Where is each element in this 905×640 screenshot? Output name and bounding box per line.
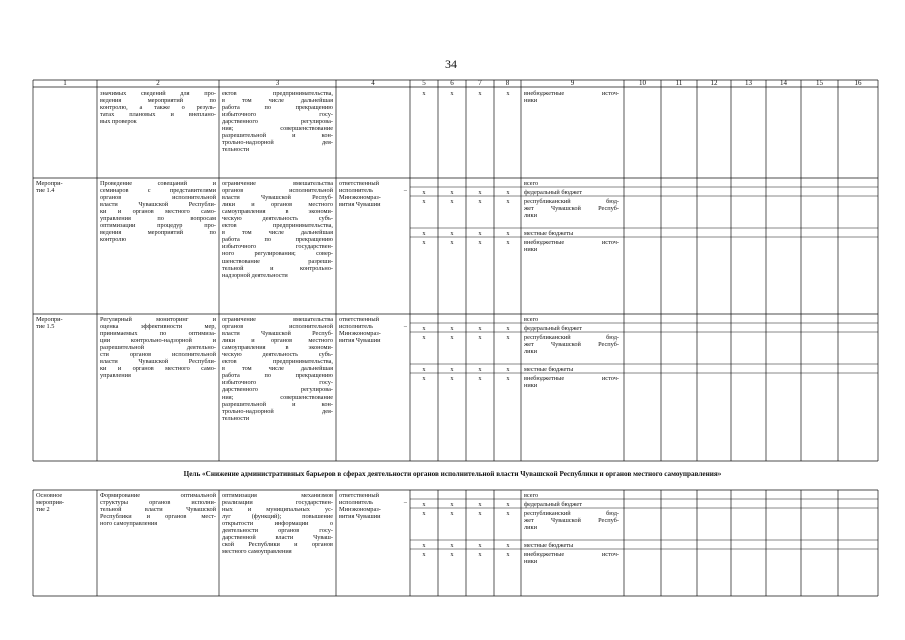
text-line: самоуправления в экономи-: [222, 208, 333, 216]
text-line: управления: [100, 372, 131, 380]
mark-x: x: [450, 198, 454, 205]
text-line: ектов предпринимательства,: [222, 90, 333, 97]
text-line: ки и органов местного само-: [100, 365, 216, 373]
text-line: лики и органов местного: [222, 337, 333, 345]
funding-local: местные бюджеты: [524, 542, 574, 549]
col-header-10: 10: [639, 79, 646, 87]
col-header-8: 8: [505, 79, 510, 87]
mark-x: x: [478, 366, 482, 373]
mark-x: x: [450, 239, 454, 246]
text-line: республиканский бюд-: [524, 198, 619, 205]
text-line: вых проверок: [100, 118, 137, 126]
col-header-7: 7: [478, 79, 482, 87]
text-line: структуры органов исполни-: [100, 499, 216, 507]
mark-x: x: [506, 189, 510, 196]
mark-x: x: [478, 230, 482, 237]
mark-x: x: [506, 551, 510, 558]
text-line: работа по прекращению: [222, 236, 333, 244]
expected-result: [222, 316, 333, 422]
text-line: тельной и контрольно-: [222, 264, 333, 272]
mark-x: x: [478, 375, 482, 382]
text-line: ческую деятельность субъ-: [222, 351, 333, 359]
text-line: Меропри-: [36, 180, 63, 187]
activity-description: [100, 180, 216, 243]
text-line: органов исполнительной: [222, 187, 333, 195]
mark-x: x: [506, 334, 510, 341]
text-line: в том числе дальнейшая: [222, 365, 333, 373]
text-line: Меропри-: [36, 316, 63, 323]
activity-description: [100, 90, 216, 125]
text-line: ведения мероприятий по: [100, 97, 216, 105]
text-line: ответственный: [339, 316, 379, 323]
expected-result: [222, 180, 333, 279]
text-line: значимых сведений для про-: [100, 90, 216, 97]
text-line: ники: [524, 382, 538, 390]
funding-local: местные бюджеты: [524, 366, 574, 373]
text-line: ники: [524, 558, 538, 566]
mark-x: x: [450, 230, 454, 237]
mark-x: x: [422, 334, 426, 341]
text-line: Проведение совещаний и: [100, 180, 216, 187]
text-line: ния; совершенствование: [222, 125, 333, 133]
text-line: тие 2: [36, 506, 50, 514]
mark-x: x: [422, 90, 426, 97]
text-line: власти Чувашской Респуб-: [222, 194, 333, 202]
mark-x: x: [450, 90, 454, 97]
col-header-1: 1: [63, 79, 67, 87]
text-line: жет Чувашской Респуб-: [524, 341, 619, 349]
text-line: ного регулирования; совер-: [222, 250, 333, 258]
text-line: оптимизации процедур про-: [100, 222, 216, 230]
text-line: органов исполнительной: [100, 194, 216, 202]
funding-total: всего: [524, 316, 539, 323]
text-line: республиканский бюд-: [524, 510, 619, 517]
text-line: разрешительной и кон-: [222, 400, 333, 408]
mark-x: x: [506, 239, 510, 246]
text-line: трольно-надзорной дея-: [222, 139, 333, 147]
text-line: ного самоуправления: [100, 520, 158, 528]
mark-x: x: [506, 230, 510, 237]
text-line: ции контрольно-надзорной и: [100, 337, 216, 345]
mark-x: x: [422, 189, 426, 196]
activity-id: [36, 316, 94, 330]
text-line: тие 1.5: [36, 323, 55, 331]
text-line: Минэкономраз-: [339, 506, 381, 514]
text-line: работа по прекращению: [222, 372, 333, 380]
text-line: мероприя-: [36, 499, 64, 507]
text-line: внебюджетные источ-: [524, 239, 619, 246]
col-header-14: 14: [780, 79, 787, 87]
text-line: республиканский бюд-: [524, 334, 619, 341]
activity-description: [100, 316, 216, 379]
mark-x: x: [506, 198, 510, 205]
text-line: избыточного госу-: [222, 111, 333, 119]
goal-heading: Цель «Снижение административных барьеров в сферах деятельности органов исполнительной власти Чувашской Республики и органов местного самоуправления»: [183, 470, 722, 478]
text-line: в том числе дальнейшая: [222, 229, 333, 237]
mark-x: x: [450, 189, 454, 196]
col-header-6: 6: [450, 79, 454, 87]
text-line: контролю, а также о резуль-: [100, 104, 216, 112]
mark-x: x: [422, 510, 426, 517]
text-line: ограничение вмешательства: [222, 316, 333, 323]
col-header-2: 2: [156, 79, 160, 87]
expected-result: [222, 492, 333, 555]
mark-x: x: [478, 239, 482, 246]
mark-x: x: [450, 325, 454, 332]
text-line: вития Чувашии: [339, 513, 381, 521]
col-header-13: 13: [745, 79, 752, 87]
mark-x: x: [450, 334, 454, 341]
text-line: ответственный: [339, 180, 379, 187]
mark-x: x: [478, 198, 482, 205]
funding-source: [524, 90, 619, 104]
funding-total: всего: [524, 180, 539, 187]
text-line: лики: [524, 524, 537, 532]
text-line: исполнитель –: [339, 499, 407, 507]
text-line: ки и органов местного само-: [100, 208, 216, 216]
text-line: управления по вопросам: [100, 215, 216, 223]
text-line: исполнитель –: [339, 323, 407, 331]
text-line: дарственной власти Чуваш-: [222, 534, 333, 542]
text-line: контролю: [100, 236, 127, 244]
mark-x: x: [422, 325, 426, 332]
text-line: Формирование оптимальной: [100, 492, 216, 499]
text-line: тельности: [222, 414, 250, 422]
col-header-9: 9: [570, 79, 575, 87]
text-line: лики: [524, 348, 537, 356]
text-line: ограничение вмешательства: [222, 180, 333, 187]
mark-x: x: [506, 366, 510, 373]
mark-x: x: [478, 334, 482, 341]
funding-republic: [524, 510, 619, 531]
mark-x: x: [478, 510, 482, 517]
text-line: дарственного регулирова-: [222, 386, 333, 394]
mark-x: x: [422, 551, 426, 558]
text-line: вития Чувашии: [339, 201, 381, 209]
text-line: дарственного регулирова-: [222, 118, 333, 126]
mark-x: x: [478, 501, 482, 508]
text-line: ответственный: [339, 492, 379, 499]
text-line: ных и муниципальных ус-: [222, 506, 333, 514]
text-line: оптимизация механизмов: [222, 492, 333, 499]
mark-x: x: [506, 542, 510, 549]
mark-x: x: [450, 510, 454, 517]
mark-x: x: [422, 198, 426, 205]
funding-federal: федеральный бюджет: [524, 325, 582, 332]
mark-x: x: [422, 542, 426, 549]
mark-x: x: [450, 375, 454, 382]
funding-local: местные бюджеты: [524, 230, 574, 237]
text-line: оценка эффективности мер,: [100, 323, 216, 331]
text-line: Минэкономраз-: [339, 194, 381, 202]
col-header-3: 3: [275, 79, 280, 87]
text-line: открытости информации о: [222, 520, 333, 528]
text-line: жет Чувашской Респуб-: [524, 517, 619, 525]
mark-x: x: [506, 325, 510, 332]
text-line: семинаров с представителями: [100, 187, 216, 195]
mark-x: x: [506, 501, 510, 508]
text-line: тие 1.4: [36, 187, 55, 195]
col-header-11: 11: [675, 79, 683, 87]
funding-republic: [524, 198, 619, 219]
col-header-5: 5: [422, 79, 426, 87]
text-line: принимаемых по оптимиза-: [100, 330, 216, 338]
activity-description: [100, 492, 216, 527]
funding-republic: [524, 334, 619, 355]
mark-x: x: [450, 501, 454, 508]
text-line: Основное: [36, 492, 63, 499]
funding-federal: федеральный бюджет: [524, 501, 582, 508]
mark-x: x: [478, 325, 482, 332]
activity-id: [36, 492, 94, 513]
text-line: ской Республики и органов: [222, 541, 333, 549]
mark-x: x: [506, 90, 510, 97]
text-line: Регулярный мониторинг и: [100, 316, 216, 323]
mark-x: x: [422, 375, 426, 382]
text-line: ведения мероприятий по: [100, 229, 216, 237]
funding-extrabudgetary: [524, 239, 619, 253]
text-line: луг (функций); повышение: [222, 513, 333, 521]
funding-federal: федеральный бюджет: [524, 189, 582, 196]
mark-x: x: [506, 510, 510, 517]
text-line: избыточного государствен-: [222, 243, 333, 251]
expected-result: [222, 90, 333, 153]
activity-id: [36, 180, 94, 194]
mark-x: x: [478, 542, 482, 549]
text-line: сти органов исполнительной: [100, 351, 216, 359]
mark-x: x: [422, 366, 426, 373]
mark-x: x: [422, 230, 426, 237]
mark-x: x: [478, 90, 482, 97]
text-line: власти Чувашской Республи-: [100, 201, 216, 209]
text-line: Республики и органов мест-: [100, 513, 216, 521]
col-header-4: 4: [371, 79, 375, 87]
text-line: шенствование разреши-: [222, 257, 333, 265]
text-line: власти Чувашской Республи-: [100, 358, 216, 366]
col-header-12: 12: [710, 79, 718, 87]
text-line: ники: [524, 246, 538, 254]
text-line: Минэкономраз-: [339, 330, 381, 338]
text-line: деятельности органов госу-: [222, 527, 333, 535]
text-line: самоуправления в экономи-: [222, 344, 333, 352]
text-line: внебюджетные источ-: [524, 375, 619, 382]
text-line: власти Чувашской Респуб-: [222, 330, 333, 338]
text-line: лики и органов местного: [222, 201, 333, 209]
text-line: разрешительной и кон-: [222, 132, 333, 140]
mark-x: x: [422, 239, 426, 246]
text-line: местного самоуправления: [222, 548, 292, 556]
text-line: органов исполнительной: [222, 323, 333, 331]
text-line: вития Чувашии: [339, 337, 381, 345]
text-line: избыточного госу-: [222, 379, 333, 387]
text-line: ники: [524, 97, 538, 105]
text-line: в том числе дальнейшая: [222, 97, 333, 105]
text-line: исполнитель –: [339, 187, 407, 195]
text-line: ектов предпринимательства,: [222, 358, 333, 366]
text-line: реализации государствен-: [222, 499, 333, 507]
text-line: тельной власти Чувашской: [100, 506, 216, 514]
text-line: внебюджетные источ-: [524, 551, 619, 558]
text-line: внебюджетные источ-: [524, 90, 619, 97]
mark-x: x: [450, 542, 454, 549]
text-line: надзорной деятельности: [222, 271, 288, 279]
funding-extrabudgetary: [524, 375, 619, 389]
mark-x: x: [478, 189, 482, 196]
text-line: ектов предпринимательства,: [222, 222, 333, 230]
text-line: работа по прекращению: [222, 104, 333, 112]
col-header-15: 15: [816, 79, 823, 87]
text-line: тельности: [222, 146, 250, 154]
responsible-executor: [339, 180, 407, 208]
text-line: разрешительной деятельно-: [100, 344, 216, 352]
text-line: трольно-надзорной дея-: [222, 407, 333, 415]
text-line: ческую деятельность субъ-: [222, 215, 333, 223]
text-line: жет Чувашской Респуб-: [524, 205, 619, 213]
text-line: лики: [524, 212, 537, 220]
col-header-16: 16: [854, 79, 862, 87]
page-number: 34: [445, 57, 457, 71]
mark-x: x: [506, 375, 510, 382]
mark-x: x: [450, 366, 454, 373]
text-line: татах плановых и внеплано-: [100, 111, 216, 119]
mark-x: x: [478, 551, 482, 558]
responsible-executor: [339, 316, 407, 344]
mark-x: x: [450, 551, 454, 558]
funding-extrabudgetary: [524, 551, 619, 565]
responsible-executor: [339, 492, 407, 520]
mark-x: x: [422, 501, 426, 508]
text-line: ния; совершенствование: [222, 393, 333, 401]
funding-total: всего: [524, 492, 539, 499]
